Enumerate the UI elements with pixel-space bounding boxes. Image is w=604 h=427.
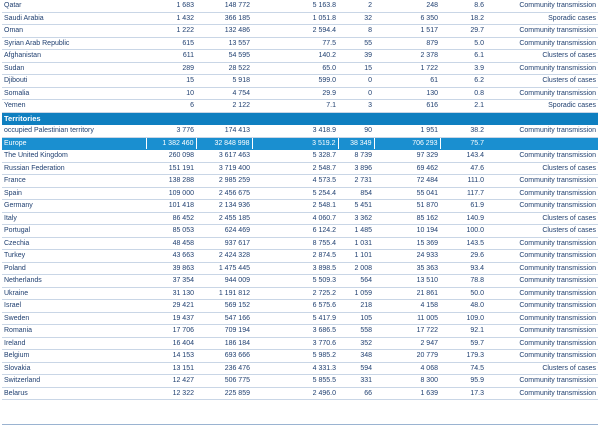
table-row bbox=[2, 325, 598, 338]
table-row bbox=[2, 350, 598, 363]
cases-per-million-cell: 7.1 bbox=[252, 100, 338, 113]
country-cell: Djibouti bbox=[2, 75, 146, 88]
cumulative-cases-cell: 4 754 bbox=[196, 87, 252, 100]
new-cases-cell: 1 222 bbox=[146, 25, 196, 38]
cumulative-deaths-cell: 2 378 bbox=[374, 50, 440, 63]
new-cases-cell: 86 452 bbox=[146, 212, 196, 225]
cumulative-cases-cell: 944 009 bbox=[196, 275, 252, 288]
region-total-row-europe bbox=[2, 137, 598, 150]
new-cases-cell: 85 053 bbox=[146, 225, 196, 238]
new-deaths-cell: 32 bbox=[338, 12, 374, 25]
new-cases-cell: 1 683 bbox=[146, 0, 196, 12]
table-row bbox=[2, 362, 598, 375]
deaths-per-million-cell: 75.7 bbox=[440, 137, 486, 150]
new-cases-cell: 39 863 bbox=[146, 262, 196, 275]
table-row bbox=[2, 187, 598, 200]
new-cases-cell: 31 130 bbox=[146, 287, 196, 300]
deaths-per-million-cell: 38.2 bbox=[440, 125, 486, 138]
cumulative-deaths-cell: 69 462 bbox=[374, 162, 440, 175]
new-deaths-cell: 2 008 bbox=[338, 262, 374, 275]
cases-per-million-cell: 2 548.7 bbox=[252, 162, 338, 175]
country-cell: Qatar bbox=[2, 0, 146, 12]
country-cell: Belarus bbox=[2, 387, 146, 400]
table-row bbox=[2, 50, 598, 63]
deaths-per-million-cell: 117.7 bbox=[440, 187, 486, 200]
new-deaths-cell: 3 bbox=[338, 100, 374, 113]
cumulative-deaths-cell: 1 639 bbox=[374, 387, 440, 400]
deaths-per-million-cell: 93.4 bbox=[440, 262, 486, 275]
cases-per-million-cell: 5 985.2 bbox=[252, 350, 338, 363]
transmission-cell: Community transmission bbox=[486, 150, 598, 163]
section-header-territories bbox=[2, 112, 598, 125]
new-deaths-cell: 594 bbox=[338, 362, 374, 375]
new-deaths-cell: 1 059 bbox=[338, 287, 374, 300]
new-deaths-cell: 3 896 bbox=[338, 162, 374, 175]
cumulative-deaths-cell: 15 369 bbox=[374, 237, 440, 250]
country-cell: Portugal bbox=[2, 225, 146, 238]
country-cell: occupied Palestinian territory bbox=[2, 125, 146, 138]
country-cell: Israel bbox=[2, 300, 146, 313]
new-cases-cell: 10 bbox=[146, 87, 196, 100]
table-row bbox=[2, 0, 598, 12]
cumulative-deaths-cell: 51 870 bbox=[374, 200, 440, 213]
cumulative-cases-cell: 569 152 bbox=[196, 300, 252, 313]
transmission-cell: Community transmission bbox=[486, 87, 598, 100]
cases-per-million-cell: 6 575.6 bbox=[252, 300, 338, 313]
cumulative-deaths-cell: 21 861 bbox=[374, 287, 440, 300]
cases-per-million-cell: 5 328.7 bbox=[252, 150, 338, 163]
transmission-cell: Community transmission bbox=[486, 0, 598, 12]
cases-per-million-cell: 2 496.0 bbox=[252, 387, 338, 400]
cumulative-deaths-cell: 4 068 bbox=[374, 362, 440, 375]
cases-per-million-cell: 65.0 bbox=[252, 62, 338, 75]
transmission-cell: Community transmission bbox=[486, 187, 598, 200]
cases-per-million-cell: 2 725.2 bbox=[252, 287, 338, 300]
cumulative-cases-cell: 506 775 bbox=[196, 375, 252, 388]
table-row bbox=[2, 262, 598, 275]
country-cell: Romania bbox=[2, 325, 146, 338]
table-row bbox=[2, 287, 598, 300]
new-deaths-cell: 348 bbox=[338, 350, 374, 363]
cumulative-cases-cell: 132 486 bbox=[196, 25, 252, 38]
cumulative-cases-cell: 3 617 463 bbox=[196, 150, 252, 163]
new-cases-cell: 13 151 bbox=[146, 362, 196, 375]
cumulative-cases-cell: 1 475 445 bbox=[196, 262, 252, 275]
deaths-per-million-cell: 50.0 bbox=[440, 287, 486, 300]
new-cases-cell: 1 382 460 bbox=[146, 137, 196, 150]
country-cell: Italy bbox=[2, 212, 146, 225]
country-cell: Poland bbox=[2, 262, 146, 275]
deaths-per-million-cell: 6.1 bbox=[440, 50, 486, 63]
table-row bbox=[2, 337, 598, 350]
cases-per-million-cell: 3 770.6 bbox=[252, 337, 338, 350]
new-deaths-cell: 8 bbox=[338, 25, 374, 38]
transmission-cell: Community transmission bbox=[486, 37, 598, 50]
country-cell: Belgium bbox=[2, 350, 146, 363]
new-cases-cell: 12 322 bbox=[146, 387, 196, 400]
cases-per-million-cell: 4 573.5 bbox=[252, 175, 338, 188]
cases-per-million-cell: 2 594.4 bbox=[252, 25, 338, 38]
cases-per-million-cell: 5 509.3 bbox=[252, 275, 338, 288]
deaths-per-million-cell: 18.2 bbox=[440, 12, 486, 25]
new-cases-cell: 15 bbox=[146, 75, 196, 88]
new-deaths-cell: 1 031 bbox=[338, 237, 374, 250]
table-row bbox=[2, 62, 598, 75]
new-deaths-cell: 66 bbox=[338, 387, 374, 400]
cases-per-million-cell: 599.0 bbox=[252, 75, 338, 88]
deaths-per-million-cell: 47.6 bbox=[440, 162, 486, 175]
cumulative-deaths-cell: 11 005 bbox=[374, 312, 440, 325]
new-deaths-cell: 564 bbox=[338, 275, 374, 288]
new-cases-cell: 17 706 bbox=[146, 325, 196, 338]
country-cell: Turkey bbox=[2, 250, 146, 263]
new-deaths-cell: 5 451 bbox=[338, 200, 374, 213]
new-deaths-cell: 2 bbox=[338, 0, 374, 12]
cumulative-cases-cell: 54 595 bbox=[196, 50, 252, 63]
new-deaths-cell: 90 bbox=[338, 125, 374, 138]
transmission-cell: Community transmission bbox=[486, 62, 598, 75]
country-cell: Switzerland bbox=[2, 375, 146, 388]
cases-per-million-cell: 77.5 bbox=[252, 37, 338, 50]
table-row bbox=[2, 37, 598, 50]
deaths-per-million-cell: 59.7 bbox=[440, 337, 486, 350]
transmission-cell: Community transmission bbox=[486, 200, 598, 213]
cumulative-cases-cell: 5 918 bbox=[196, 75, 252, 88]
new-cases-cell: 1 432 bbox=[146, 12, 196, 25]
table-row bbox=[2, 12, 598, 25]
cumulative-cases-cell: 186 184 bbox=[196, 337, 252, 350]
new-deaths-cell: 55 bbox=[338, 37, 374, 50]
deaths-per-million-cell: 48.0 bbox=[440, 300, 486, 313]
cumulative-cases-cell: 28 522 bbox=[196, 62, 252, 75]
deaths-per-million-cell: 140.9 bbox=[440, 212, 486, 225]
cumulative-deaths-cell: 17 722 bbox=[374, 325, 440, 338]
country-cell: Slovakia bbox=[2, 362, 146, 375]
table-row bbox=[2, 87, 598, 100]
transmission-cell bbox=[486, 137, 598, 150]
cumulative-cases-cell: 2 424 328 bbox=[196, 250, 252, 263]
cumulative-deaths-cell: 35 363 bbox=[374, 262, 440, 275]
cumulative-cases-cell: 2 456 675 bbox=[196, 187, 252, 200]
deaths-per-million-cell: 179.3 bbox=[440, 350, 486, 363]
new-cases-cell: 151 191 bbox=[146, 162, 196, 175]
new-cases-cell: 6 bbox=[146, 100, 196, 113]
transmission-cell: Community transmission bbox=[486, 337, 598, 350]
table-body bbox=[2, 0, 598, 400]
cumulative-cases-cell: 2 134 936 bbox=[196, 200, 252, 213]
cumulative-deaths-cell: 706 293 bbox=[374, 137, 440, 150]
country-cell: Russian Federation bbox=[2, 162, 146, 175]
cumulative-deaths-cell: 616 bbox=[374, 100, 440, 113]
cases-per-million-cell: 29.9 bbox=[252, 87, 338, 100]
transmission-cell: Community transmission bbox=[486, 350, 598, 363]
cumulative-cases-cell: 32 848 998 bbox=[196, 137, 252, 150]
cumulative-cases-cell: 1 191 812 bbox=[196, 287, 252, 300]
cases-per-million-cell: 1 051.8 bbox=[252, 12, 338, 25]
deaths-per-million-cell: 78.8 bbox=[440, 275, 486, 288]
country-cell: Saudi Arabia bbox=[2, 12, 146, 25]
deaths-per-million-cell: 61.9 bbox=[440, 200, 486, 213]
new-cases-cell: 16 404 bbox=[146, 337, 196, 350]
new-cases-cell: 109 000 bbox=[146, 187, 196, 200]
cases-per-million-cell: 8 755.4 bbox=[252, 237, 338, 250]
cumulative-deaths-cell: 24 933 bbox=[374, 250, 440, 263]
cases-per-million-cell: 140.2 bbox=[252, 50, 338, 63]
country-cell: Europe bbox=[2, 137, 146, 150]
new-cases-cell: 138 288 bbox=[146, 175, 196, 188]
deaths-per-million-cell: 3.9 bbox=[440, 62, 486, 75]
table-row bbox=[2, 375, 598, 388]
country-cell: Czechia bbox=[2, 237, 146, 250]
country-cell: Afghanistan bbox=[2, 50, 146, 63]
deaths-per-million-cell: 0.8 bbox=[440, 87, 486, 100]
transmission-cell: Community transmission bbox=[486, 287, 598, 300]
cumulative-deaths-cell: 879 bbox=[374, 37, 440, 50]
transmission-cell: Clusters of cases bbox=[486, 225, 598, 238]
transmission-cell: Community transmission bbox=[486, 375, 598, 388]
new-deaths-cell: 1 101 bbox=[338, 250, 374, 263]
cumulative-cases-cell: 174 413 bbox=[196, 125, 252, 138]
transmission-cell: Community transmission bbox=[486, 175, 598, 188]
transmission-cell: Community transmission bbox=[486, 387, 598, 400]
new-cases-cell: 3 776 bbox=[146, 125, 196, 138]
country-cell: Somalia bbox=[2, 87, 146, 100]
new-cases-cell: 12 427 bbox=[146, 375, 196, 388]
table-row bbox=[2, 312, 598, 325]
cumulative-cases-cell: 937 617 bbox=[196, 237, 252, 250]
deaths-per-million-cell: 8.6 bbox=[440, 0, 486, 12]
deaths-per-million-cell: 17.3 bbox=[440, 387, 486, 400]
deaths-per-million-cell: 109.0 bbox=[440, 312, 486, 325]
deaths-per-million-cell: 5.0 bbox=[440, 37, 486, 50]
table-row bbox=[2, 175, 598, 188]
cumulative-deaths-cell: 2 947 bbox=[374, 337, 440, 350]
country-cell: Ireland bbox=[2, 337, 146, 350]
transmission-cell: Community transmission bbox=[486, 250, 598, 263]
cases-per-million-cell: 3 519.2 bbox=[252, 137, 338, 150]
new-deaths-cell: 331 bbox=[338, 375, 374, 388]
cumulative-deaths-cell: 10 194 bbox=[374, 225, 440, 238]
cumulative-deaths-cell: 1 951 bbox=[374, 125, 440, 138]
cumulative-cases-cell: 693 666 bbox=[196, 350, 252, 363]
deaths-per-million-cell: 95.9 bbox=[440, 375, 486, 388]
new-cases-cell: 37 354 bbox=[146, 275, 196, 288]
cases-per-million-cell: 3 898.5 bbox=[252, 262, 338, 275]
new-cases-cell: 48 458 bbox=[146, 237, 196, 250]
table-row bbox=[2, 75, 598, 88]
transmission-cell: Clusters of cases bbox=[486, 212, 598, 225]
cumulative-deaths-cell: 13 510 bbox=[374, 275, 440, 288]
country-cell: The United Kingdom bbox=[2, 150, 146, 163]
new-cases-cell: 289 bbox=[146, 62, 196, 75]
new-cases-cell: 14 153 bbox=[146, 350, 196, 363]
cumulative-cases-cell: 3 719 400 bbox=[196, 162, 252, 175]
new-cases-cell: 19 437 bbox=[146, 312, 196, 325]
new-cases-cell: 43 663 bbox=[146, 250, 196, 263]
cumulative-deaths-cell: 1 517 bbox=[374, 25, 440, 38]
deaths-per-million-cell: 29.7 bbox=[440, 25, 486, 38]
transmission-cell: Community transmission bbox=[486, 300, 598, 313]
cumulative-deaths-cell: 97 329 bbox=[374, 150, 440, 163]
cases-per-million-cell: 3 418.9 bbox=[252, 125, 338, 138]
table-row bbox=[2, 150, 598, 163]
cases-per-million-cell: 5 417.9 bbox=[252, 312, 338, 325]
cumulative-cases-cell: 13 557 bbox=[196, 37, 252, 50]
situation-table bbox=[2, 0, 598, 400]
transmission-cell: Clusters of cases bbox=[486, 75, 598, 88]
cumulative-cases-cell: 2 122 bbox=[196, 100, 252, 113]
cases-per-million-cell: 3 686.5 bbox=[252, 325, 338, 338]
cases-per-million-cell: 5 163.8 bbox=[252, 0, 338, 12]
transmission-cell: Community transmission bbox=[486, 275, 598, 288]
cases-per-million-cell: 2 548.1 bbox=[252, 200, 338, 213]
cumulative-cases-cell: 2 455 185 bbox=[196, 212, 252, 225]
new-deaths-cell: 0 bbox=[338, 75, 374, 88]
new-deaths-cell: 1 485 bbox=[338, 225, 374, 238]
new-deaths-cell: 8 739 bbox=[338, 150, 374, 163]
table-row bbox=[2, 125, 598, 138]
table-row bbox=[2, 25, 598, 38]
deaths-per-million-cell: 29.6 bbox=[440, 250, 486, 263]
deaths-per-million-cell: 143.4 bbox=[440, 150, 486, 163]
transmission-cell: Sporadic cases bbox=[486, 12, 598, 25]
table-row bbox=[2, 300, 598, 313]
deaths-per-million-cell: 100.0 bbox=[440, 225, 486, 238]
new-cases-cell: 101 418 bbox=[146, 200, 196, 213]
cumulative-deaths-cell: 1 722 bbox=[374, 62, 440, 75]
new-deaths-cell: 558 bbox=[338, 325, 374, 338]
cumulative-deaths-cell: 4 158 bbox=[374, 300, 440, 313]
cumulative-cases-cell: 547 166 bbox=[196, 312, 252, 325]
country-cell: Syrian Arab Republic bbox=[2, 37, 146, 50]
transmission-cell: Community transmission bbox=[486, 325, 598, 338]
cumulative-cases-cell: 366 185 bbox=[196, 12, 252, 25]
transmission-cell: Sporadic cases bbox=[486, 100, 598, 113]
cumulative-cases-cell: 624 469 bbox=[196, 225, 252, 238]
deaths-per-million-cell: 111.0 bbox=[440, 175, 486, 188]
transmission-cell: Community transmission bbox=[486, 237, 598, 250]
deaths-per-million-cell: 74.5 bbox=[440, 362, 486, 375]
new-deaths-cell: 854 bbox=[338, 187, 374, 200]
table-row bbox=[2, 237, 598, 250]
new-deaths-cell: 352 bbox=[338, 337, 374, 350]
country-cell: Netherlands bbox=[2, 275, 146, 288]
table-row bbox=[2, 200, 598, 213]
transmission-cell: Community transmission bbox=[486, 312, 598, 325]
cumulative-deaths-cell: 8 300 bbox=[374, 375, 440, 388]
cumulative-deaths-cell: 55 041 bbox=[374, 187, 440, 200]
cases-per-million-cell: 5 254.4 bbox=[252, 187, 338, 200]
new-deaths-cell: 3 362 bbox=[338, 212, 374, 225]
cumulative-deaths-cell: 20 779 bbox=[374, 350, 440, 363]
new-deaths-cell: 15 bbox=[338, 62, 374, 75]
transmission-cell: Community transmission bbox=[486, 262, 598, 275]
table-row bbox=[2, 162, 598, 175]
transmission-cell: Community transmission bbox=[486, 125, 598, 138]
table-row bbox=[2, 250, 598, 263]
country-cell: France bbox=[2, 175, 146, 188]
transmission-cell: Clusters of cases bbox=[486, 362, 598, 375]
cumulative-deaths-cell: 85 162 bbox=[374, 212, 440, 225]
transmission-cell: Clusters of cases bbox=[486, 50, 598, 63]
cases-per-million-cell: 4 060.7 bbox=[252, 212, 338, 225]
new-deaths-cell: 38 349 bbox=[338, 137, 374, 150]
new-deaths-cell: 0 bbox=[338, 87, 374, 100]
new-cases-cell: 29 421 bbox=[146, 300, 196, 313]
section-title: Territories bbox=[2, 112, 598, 125]
table-row bbox=[2, 275, 598, 288]
cumulative-deaths-cell: 61 bbox=[374, 75, 440, 88]
cumulative-deaths-cell: 248 bbox=[374, 0, 440, 12]
country-cell: Sweden bbox=[2, 312, 146, 325]
new-deaths-cell: 39 bbox=[338, 50, 374, 63]
table-row bbox=[2, 212, 598, 225]
new-deaths-cell: 218 bbox=[338, 300, 374, 313]
transmission-cell: Clusters of cases bbox=[486, 162, 598, 175]
cumulative-deaths-cell: 72 484 bbox=[374, 175, 440, 188]
deaths-per-million-cell: 92.1 bbox=[440, 325, 486, 338]
new-deaths-cell: 105 bbox=[338, 312, 374, 325]
table-row bbox=[2, 225, 598, 238]
country-cell: Yemen bbox=[2, 100, 146, 113]
cumulative-cases-cell: 225 859 bbox=[196, 387, 252, 400]
table-row bbox=[2, 100, 598, 113]
new-cases-cell: 615 bbox=[146, 37, 196, 50]
new-deaths-cell: 2 731 bbox=[338, 175, 374, 188]
cumulative-deaths-cell: 130 bbox=[374, 87, 440, 100]
country-cell: Oman bbox=[2, 25, 146, 38]
cases-per-million-cell: 6 124.2 bbox=[252, 225, 338, 238]
cases-per-million-cell: 5 855.5 bbox=[252, 375, 338, 388]
deaths-per-million-cell: 6.2 bbox=[440, 75, 486, 88]
deaths-per-million-cell: 143.5 bbox=[440, 237, 486, 250]
cumulative-cases-cell: 148 772 bbox=[196, 0, 252, 12]
new-cases-cell: 611 bbox=[146, 50, 196, 63]
new-cases-cell: 260 098 bbox=[146, 150, 196, 163]
cumulative-deaths-cell: 6 350 bbox=[374, 12, 440, 25]
country-cell: Ukraine bbox=[2, 287, 146, 300]
country-cell: Sudan bbox=[2, 62, 146, 75]
cumulative-cases-cell: 236 476 bbox=[196, 362, 252, 375]
table-bottom-rule bbox=[2, 424, 598, 425]
deaths-per-million-cell: 2.1 bbox=[440, 100, 486, 113]
country-cell: Germany bbox=[2, 200, 146, 213]
cases-per-million-cell: 4 331.3 bbox=[252, 362, 338, 375]
cumulative-cases-cell: 2 985 259 bbox=[196, 175, 252, 188]
transmission-cell: Community transmission bbox=[486, 25, 598, 38]
country-cell: Spain bbox=[2, 187, 146, 200]
table-row bbox=[2, 387, 598, 400]
cumulative-cases-cell: 709 194 bbox=[196, 325, 252, 338]
cases-per-million-cell: 2 874.5 bbox=[252, 250, 338, 263]
